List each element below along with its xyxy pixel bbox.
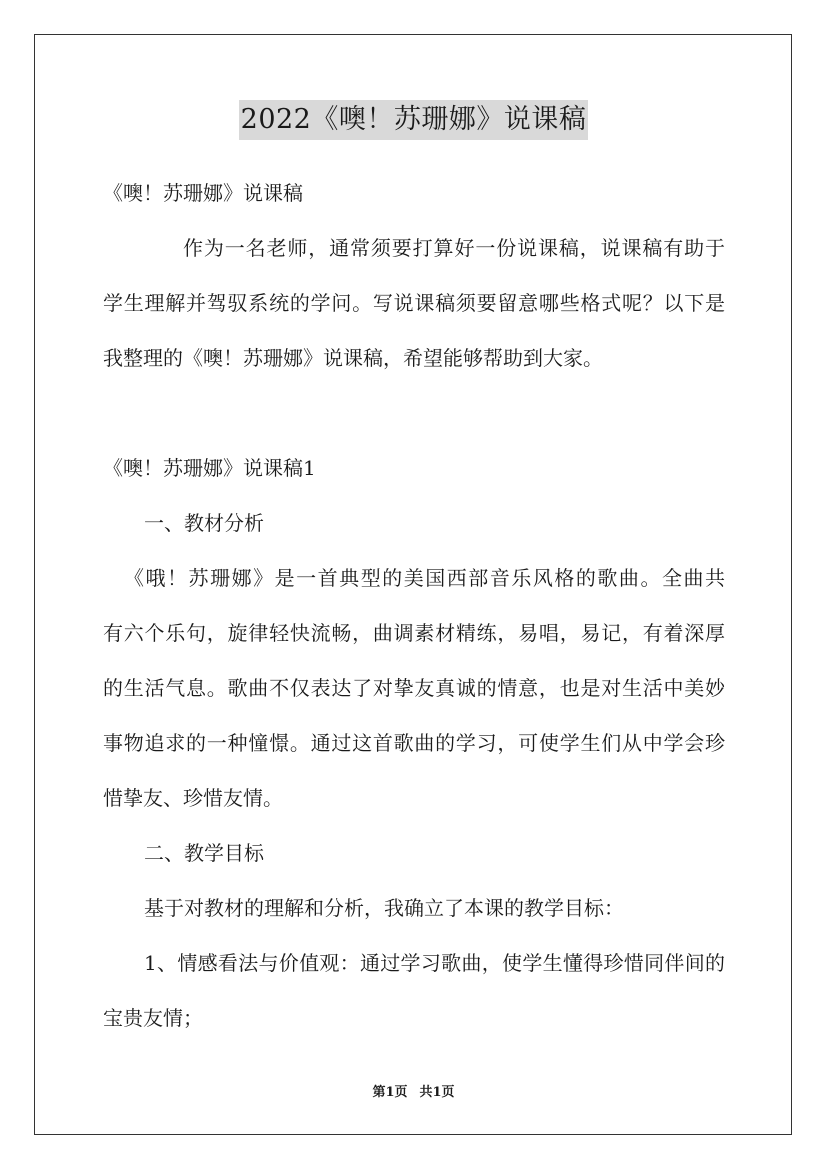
page-number: 第1页 bbox=[372, 1085, 408, 1100]
intro-line-3: 我整理的《噢！苏珊娜》说课稿，希望能够帮助到大家。 bbox=[103, 346, 603, 370]
analysis-line-4: 事物追求的一种憧憬。通过这首歌曲的学习，可使学生们从中学会珍 bbox=[103, 731, 725, 755]
page-footer bbox=[0, 1084, 827, 1102]
heading-material-analysis: 一、教材分析 bbox=[144, 511, 264, 535]
analysis-line-3: 的生活气息。歌曲不仅表达了对挚友真诚的情意，也是对生活中美妙 bbox=[103, 676, 725, 700]
goals-intro: 基于对教材的理解和分析，我确立了本课的教学目标： bbox=[144, 896, 624, 920]
intro-line-2: 学生理解并驾驭系统的学问。写说课稿须要留意哪些格式呢？以下是 bbox=[103, 291, 725, 315]
doc-subtitle: 《噢！苏珊娜》说课稿 bbox=[103, 181, 303, 205]
goal-1-line-2: 宝贵友情； bbox=[103, 1006, 203, 1030]
analysis-line-1: 《哦！苏珊娜》是一首典型的美国西部音乐风格的歌曲。全曲共 bbox=[124, 566, 725, 590]
section-heading: 《噢！苏珊娜》说课稿1 bbox=[103, 456, 316, 480]
analysis-line-5: 惜挚友、珍惜友情。 bbox=[103, 786, 283, 810]
title-wrap bbox=[0, 100, 827, 140]
intro-line-1: 作为一名老师，通常须要打算好一份说课稿，说课稿有助于 bbox=[183, 236, 725, 260]
analysis-line-2: 有六个乐句，旋律轻快流畅，曲调素材精练，易唱，易记，有着深厚 bbox=[103, 621, 725, 645]
goal-1-line-1: 1、情感看法与价值观：通过学习歌曲，使学生懂得珍惜同伴间的 bbox=[144, 951, 725, 975]
page-total: 共1页 bbox=[419, 1085, 455, 1100]
heading-teaching-goals: 二、教学目标 bbox=[144, 841, 264, 865]
document-title: 2022《噢！苏珊娜》说课稿 bbox=[239, 100, 589, 140]
